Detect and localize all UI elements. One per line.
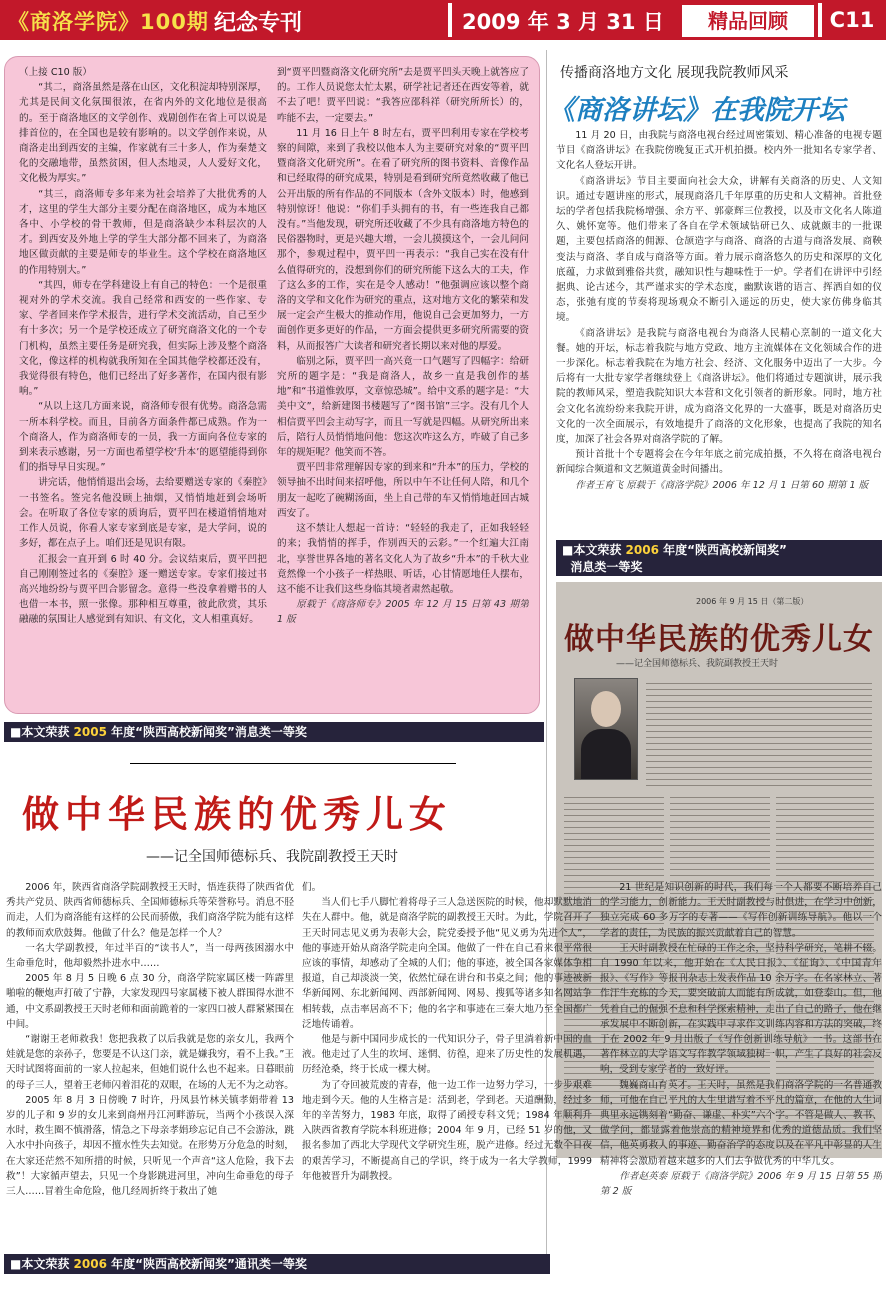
article-paragraph: “其二，商洛虽然是落在山区，文化积淀却特别深厚，尤其是民间文化氛围很浓，在省内外的文化地位是很高的。至于商洛地区的文学创作、戏剧创作在省上可以说是排首位的，在全国也是较有影响的。以文学创作来说，从商洛走出到西安的主编，作家就有三十多人，作为秦楚文化的交融地带，虽然贫困，但人杰地灵，人人爱好文化，文化极为厚实。” — [19, 82, 267, 185]
award-year: 2005 — [73, 725, 107, 739]
award-banner-2006-news: ■本文荣获 2006 年度“陕西高校新闻奖” 消息类一等奖 — [556, 540, 882, 576]
article-paragraph: 11 月 20 日，由我院与商洛电视台经过周密策划、精心准备的电视专题节目《商洛讲坛》在我院傍晚复正式开机拍摄。校内外一批知名专家学者、文化名人登坛开讲。 — [556, 130, 882, 172]
award-text: 年度“陕西高校新闻奖”消息类一等奖 — [111, 725, 307, 739]
article-paragraph: 《商洛讲坛》节目主要面向社会大众，讲解有关商洛的历史、人文知识。通过专题讲座的形式，展现商洛几千年厚重的历史和人文精神。首批登坛的学者包括我院杨增强、余方平、郭豪辉三位教授，以及市文化名人陈道久、姚怀宽等。他们带来了各自在学术领域钻研已久、成就颇丰的一批课题，主要包括商洛的佣源、仓颉造字与商洛、商洛的古道与商洛发展、商鞅变法与商洛、孝自成与商洛等方面。着力展示商洛悠久的历史和深厚的文化底蕴，力求做到雅俗共赏，融知识性与趣味性于一炉。学者们在讲评中引经据典、论古述今，其严谨求实的学术态度，幽默诙谐的语言、挥洒自如的仪态，张弛有度的节奏将现场观众不断引入遥远的历史，使大家仿佛身临其境。 — [556, 175, 882, 324]
article-paragraph: 王天时副教授在忙碌的工作之余，坚持科学研究，笔耕不辍。自 1990 年以来，他开始在《人民日报》、《征询》、《中国青年报》、《写作》等报刊杂志上发表作品 10 余万字。在名家林立、著作汗牛充栋的今天，要突破前人而能有所成就，如登泰山。但，他凭着自己的倔强不息和科学探索精神，走出了自己的路子，他在继承发展中不断创新，在实践中寻求作文训练内容和方法的突破，终于在 2002 年 9 月出版了《写作创新训练导航》一书。这部书在著作林立的大学语文写作教学领域独树一帜，产生了良好的社会反响，受到专家学者的一致好评。 — [600, 942, 882, 1076]
article-paragraph: 汇报会一直开到 6 时 40 分。会议结束后，贾平凹把自己刚刚签过名的《秦腔》逐一赠送专家。专家们接过书高兴地纷纷与贾平凹合影留念。意得一些没拿着赠书的人也借一本书，照一张像。那种相互尊重，彼此欣赏，其乐融融的氛围让人感觉到有知识、有文化，文人相重真好。 — [19, 553, 267, 626]
article-paragraph: 当人们七手八脚忙着将母子三人急送医院的时候，他却默默地消失在人群中。他，就是商洛学院的副教授王天时。为此，学院召开了王天时同志见义勇为表彰大会，院党委授予他“见义勇为先进个人”，他的事迹开始从商洛学院走向全国。他做了一件在自己看来很平常很应该的事情，却感动了全城的人们；他的事迹，被全国各家媒体争相报道，自己却淡淡一笑，依然忙碌在讲台和书桌之间；他的事迹被新华新闻网、东北新闻网、西部新闻网、网易、搜狐等诸多知名网站争相转载，点击率居高不下；他的名字和事迹在三秦大地乃至全国都广泛地传诵着。 — [302, 897, 592, 1030]
clipping-title: 做中华民族的优秀儿女 — [564, 622, 874, 657]
main-subheadline: ——记全国师德标兵、我院副教授王天时 — [146, 849, 398, 865]
article-paragraph: 讲完话，他悄悄退出会场，去给要赠送专家的《秦腔》一书签名。签完名他没顾上抽烟，又悄悄地赶到会场听会。在听取了各位专家的质询后，贾平凹在楼道悄悄地对工作人员说，你看人家专家到底是专家，是大学问，说的多好，都在点子上。咱们还是见识有限。 — [19, 477, 267, 550]
right-article-subtitle: 传播商洛地方文化 展现我院教师风采 — [560, 65, 789, 81]
article-paragraph: 到“贾平凹暨商洛文化研究所”去是贾平凹头天晚上就答应了的。工作人员说您太忙太累，研学社记者还在西安等着，就不去了吧！贾平凹说：“我答应邵科祥（研究所所长）的，咋能不去，一定要去。” — [277, 67, 529, 124]
award-year: 2006 — [73, 1257, 107, 1271]
right-article-title: 《商洛讲坛》在我院开坛 — [548, 95, 845, 126]
article-paragraph: “其四，师专在学科建设上有自己的特色：一个是很重视对外的学术交流。我自己经常和西安的一些作家、专家、学者回来作学术报告，进行学术交流活动，自己至少有十多次；另一个是学校还成立了研究商洛文化的一个专门机构，虽然主要任务是研究我，但实际上涉及整个商洛文化，像这样的机构就我所知在全国其他学校都还没有，我觉得很有特色，他们已经出了好多著作，在国内很有影响。” — [19, 279, 267, 398]
issue-date: 2009 年 3 月 31 日 — [462, 10, 664, 34]
clipping-subtitle: ——记全国师德标兵、我院副教授王天时 — [616, 659, 779, 669]
clipping-caption: 2006 年 9 月 15 日（第二版） — [696, 597, 809, 606]
article-paragraph: 临别之际，贾平凹一高兴竟一口气题写了四幅字：给研究所的题字是：“我是商洛人，故乡一直是我创作的基地”和“书道惟敦厚，文章惊恐城”。给中文系的题字是：“大美中文”，给新建图书楼题写了“图书馆”三字。没有几个人相信贾平凹会主动写字，而且一写就是四幅。从研究所出来后，陪行人员悄悄地问他：您这次咋这么方，咋破了自己多年的规矩呢？他笑而不答。 — [277, 355, 529, 459]
article-paragraph: 《商洛讲坛》是我院与商洛电视台为商洛人民精心烹制的一道文化大餐。她的开坛，标志着我院与地方党政、地方主流媒体在文化领域合作的进一步深化。标志着我院在为地方社会、经济、文化服务中迈出了一大步。今后将有一大批专家学者继续登上《商洛讲坛》。他们将通过专题演讲，展示我院的教师风采，塑造我院知识大本营和文化引领者的新形象。同时，地方社会文化名流纷纷来我院开讲，成为商洛文化界的一大盛事，既是对商洛历史文化的一次全面展示，有效地提升了商洛的文化形象，也提高了我院的知名度，加深了社会各界对商洛学院的了解。 — [556, 327, 882, 446]
article-signature: 原载于《商洛师专》2005 年 12 月 15 日第 43 期第 1 版 — [277, 599, 529, 626]
article-paragraph: 魏巍商山育英才。王天时，虽然是我们商洛学院的一名普通教师，可他在自己平凡的人生里谱写着不平凡的篇章，在他的人生词典里永远镌刻着“勤奋、谦虚、朴实”六个字。不管是做人、教书、做学问，都显露着他崇高的精神境界和优秀的道德品质。我们坚信，他英勇救人的事迹、勤奋治学的态度以及在平凡中彰显的人生精神将会激励着越来越多的人们去争做优秀的中华儿女。 — [600, 1079, 882, 1167]
award-banner-2006-feature: ■本文荣获 2006 年度“陕西高校新闻奖”通讯类一等奖 — [4, 1254, 550, 1274]
award-prefix: 本文荣获 — [21, 725, 70, 739]
article-paragraph: 这不禁让人想起一首诗：“轻轻的我走了，正如我轻轻的来；我悄悄的挥手，作别西天的云彩。”一个红遍大江南北，享誉世界各地的著名文化人为了故乡“升本”的千秋大业竟然像一个小孩子一样热眼、听话，心甘情愿地任人摆布，这不能不让我们这些身临其境者肃然起敬。 — [277, 523, 529, 595]
continued-article-box — [4, 56, 540, 714]
page-number: C11 — [829, 8, 875, 32]
article-paragraph: 2005 年 8 月 3 日傍晚 7 时许，丹凤县竹林关镇孝娟带着 13 岁的儿子和 9 岁的女儿来到商州丹江河畔游玩，当两个小孩误入深水时，救生圈不慎滑落，情急之下母亲孝娟珍忘记自己不会游泳，跳入水中扑向孩子，却因不擅水性失去知觉。在形势万分危急的时刻，在大家还茫然不知所措的时候，只听见一个声音“这人危险，我下去救”！大家循声望去，只见一个身影跳进河里，冲向生命垂危的母子三人……冒着生命危险，他几经周折终于救出了她 — [6, 1094, 294, 1198]
award-prefix: 本文荣获 — [573, 543, 622, 557]
award-year: 2006 — [625, 543, 659, 557]
article-paragraph: 11 月 16 日上午 8 时左右，贾平凹利用专家在学校考察的间隙，来到了我校以他本人为主要研究对象的“贾平凹暨商洛文化研究所”。在看了研究所的图书资料、音像作品和已经取得的研究成果，特别是看到研究所竟然收藏了他已公开出版的所有作品的不同版本（含外文版本）时，他感到特别惊讶！他说：“你们手头拥有的书，有一些连我自己都没有。”当他发现，研究所还收藏了不少具有商洛地方特色的民俗器物时，更是兴趣大增，一会儿摸摸这个，一会儿问问那个，参观过程中，贾平凹一再表示：“我自己实在没有什么值得研究的，没想到你们的研究所能下这么大的工夫，作了这么多的工作，实在是令人感动！”他强调应该以整个商洛的文学和文化作为研究的重点，这对地方文化的繁荣和发展一定会产生极大的推动作用，他说自己会更加努力，一方面创作更多更好的作品，一方面会提供更多研究所需要的资料，从而报答广大读者和研究者长期以来对他的厚爱。 — [277, 127, 529, 352]
award-prefix: 本文荣获 — [21, 1257, 70, 1271]
main-headline: 做中华民族的优秀儿女 — [22, 792, 452, 836]
article-paragraph: 21 世纪是知识创新的时代，我们每一个人都要不断培养自己的学习能力，创新能力。王天时副教授与时俱进，在学习中创新，独立完成 60 多万字的专著——《写作创新训练导航》。他以一个学者的责任，为民族的振兴贡献着自己的智慧。 — [600, 882, 882, 939]
article-paragraph: 2005 年 8 月 5 日晚 6 点 30 分，商洛学院家属区楼一阵霹里啪啦的鞭炮声打破了宁静，大家发现四号家属楼下被人群围得水泄不通，中文系副教授王天时老师和面前跪着的一家四口被人群紧紧围在中间。 — [6, 973, 294, 1030]
article-column-2 — [277, 65, 529, 705]
article-paragraph: （上接 C10 版） — [19, 67, 92, 78]
main-column-1 — [6, 880, 294, 1240]
article-paragraph: 贾平凹非常理解因专家的到来和“升本”的压力，学校的领导抽不出时间来招呼他，所以中午不让任何人陪，和几个朋友一起吃了碗糊汤面，坐上自己带的车又悄悄地赶回古城西安了。 — [277, 462, 529, 519]
portrait-photo — [574, 678, 638, 780]
article-paragraph: 他是与新中国同步成长的一代知识分子，骨子里淌着新中国的血液。他走过了人生的坎坷、迷惘、彷徨，迎来了历史性的发展机遇，历经沧桑，终于长成一棵大树。 — [302, 1034, 592, 1076]
article-paragraph: 们。 — [302, 882, 322, 893]
main-column-2 — [302, 880, 592, 1240]
article-paragraph: 一名大学副教授，年过半百的“读书人”，当一母两孩困溺水中生命垂危时，他却毅然扑进水中…… — [6, 942, 294, 970]
article-paragraph: 2006 年，陕西省商洛学院副教授王天时，悟连获得了陕西省优秀共产党员、陕西省师德标兵、全国师德标兵等荣誉称号。消息不胫而走，人们为商洛能有这样的公民而骄傲，我们商洛学院为能有这样的教师而欢欣鼓舞。他做了什么？他是怎样一个人？ — [6, 882, 294, 939]
article-signature: 作者王育飞 原载于《商洛学院》2006 年 12 月 1 日第 60 期第 1 版 — [575, 479, 869, 491]
article-paragraph: 为了夺回被荒废的青春，他一边工作一边努力学习，一步步艰难地走到今天。他的人生格言是：活到老，学到老。天道酬勤，经过多年的辛苦努力，1983 年底，取得了函授专科文凭；1984 年顺利升入陕西省教育学院本科班进修；2004 年 9 月，已经 51 岁的他，又报名参加了西北大学现代文学研究生班，脱产进修。经过无数个日夜的艰苦学习，不断提高自己的学识，终于成为一名大学教师，1999 年他被晋升为副教授。 — [302, 1079, 592, 1182]
headline-rule — [130, 763, 456, 764]
right-article-body — [556, 128, 882, 534]
article-paragraph: “从以上这几方面来说，商洛师专很有优势。商洛急需一所本科学校。而且，目前各方面条件都已成熟。作为一个商洛人，作为商洛师专的一员，我一方面向各位专家的到来表示感谢，另一方面也希望学校‘升本’的愿望能得到你们的指导早日实现。” — [19, 401, 267, 474]
journal-name: 《商洛学院》100期 — [8, 10, 209, 34]
main-column-3 — [600, 880, 882, 1240]
award-text: 年度“陕西高校新闻奖”通讯类一等奖 — [111, 1257, 307, 1271]
article-paragraph: 预计首批十个专题将会在今年年底之前完成拍摄，不久将在商洛电视台新闻综合频道和文艺频道黄金时间播出。 — [556, 449, 882, 476]
award-text: 年度“陕西高校新闻奖” — [663, 543, 787, 557]
article-column-1 — [19, 65, 267, 705]
header-divider — [448, 3, 452, 37]
page-header — [0, 0, 886, 40]
section-name: 精品回顾 — [680, 3, 816, 39]
award-text: 消息类一等奖 — [570, 560, 643, 574]
article-paragraph: “其三，商洛师专多年来为社会培养了大批优秀的人才，这里的学生大部分主要分配在商洛地区，成为本地区各中、小学校的骨干教师，但是商洛缺少本科层次的人才。到西安及外地上学的学生大部分都不回来了，为商洛地区做贡献的主要是师专的毕业生。这个学校在商洛地区的作用特别大。” — [19, 188, 267, 276]
article-paragraph: “谢谢王老师救我！您把我救了以后我就是您的亲女儿，我两个娃就是您的亲孙子，您要是不认这门亲，就是嫌我穷，看不上我。”王天时试图将面前的一家人拉起来，但她们说什么也不起来。日暮眼前的母子三人，望着王老师闪着泪花的双眼，在场的人无不为之动容。 — [6, 1034, 294, 1091]
clipping-text-block — [646, 680, 872, 790]
special-issue-title: 纪念专刊 — [214, 11, 303, 36]
award-banner-2005: ■本文荣获 2005 年度“陕西高校新闻奖”消息类一等奖 — [4, 722, 544, 742]
article-signature: 作者赵英泰 原载于《商洛学院》2006 年 9 月 15 日第 55 期第 2 版 — [600, 1170, 882, 1198]
